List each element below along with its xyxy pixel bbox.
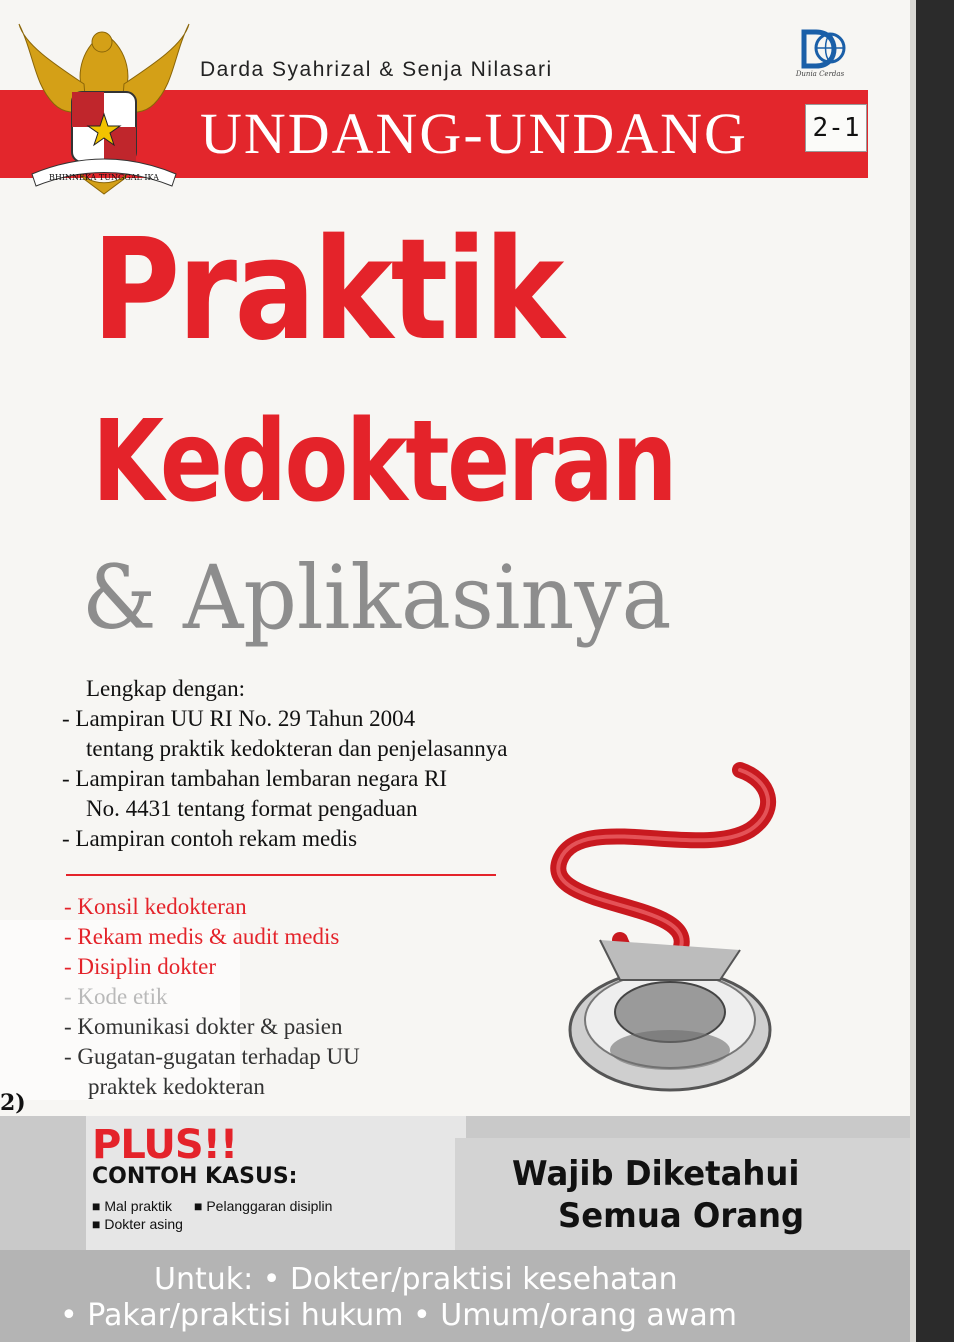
section-divider <box>66 874 496 876</box>
case-item: ■ Mal praktik <box>92 1198 173 1214</box>
case-item: ■ Dokter asing <box>92 1216 183 1232</box>
includes-item-continued: No. 4431 tentang format pengaduan <box>86 796 418 821</box>
audience-line2: • Pakar/praktisi hukum • Umum/orang awam <box>60 1298 737 1333</box>
handwritten-mark: 2-1 <box>812 113 860 143</box>
library-handwritten-tag <box>805 104 867 152</box>
series-title: UNDANG-UNDANG <box>200 101 748 166</box>
book-subtitle: & Aplikasinya <box>82 546 672 649</box>
authors: Darda Syahrizal & Senja Nilasari <box>200 58 553 81</box>
case-examples-title: CONTOH KASUS: <box>92 1164 298 1189</box>
topic-item-continued: praktek kedokteran <box>88 1074 265 1099</box>
topic-item: - Kode etik <box>64 984 168 1009</box>
emblem-motto: BHINNEKA TUNGGAL IKA <box>49 173 159 182</box>
topic-item: - Rekam medis & audit medis <box>64 924 340 949</box>
case-item: ■ Pelanggaran disiplin <box>194 1198 333 1214</box>
topic-item: - Gugatan-gugatan terhadap UU <box>64 1044 360 1069</box>
stethoscope-icon <box>500 750 800 1100</box>
library-label: 2) <box>0 1090 26 1116</box>
topic-item: - Komunikasi dokter & pasien <box>64 1014 343 1039</box>
includes-item: - Lampiran contoh rekam medis <box>62 826 358 851</box>
includes-item: - Lampiran tambahan lembaran negara RI <box>62 766 448 791</box>
tagline-line1: Wajib Diketahui <box>512 1154 800 1194</box>
garuda-emblem-icon <box>14 14 194 204</box>
publisher-name: Dunia Cerdas <box>795 70 845 78</box>
includes-heading: Lengkap dengan: <box>86 676 246 701</box>
topic-item: - Disiplin dokter <box>64 954 217 979</box>
audience-line1: Untuk: • Dokter/praktisi kesehatan <box>154 1262 678 1297</box>
plus-badge: PLUS!! <box>92 1122 238 1168</box>
book-title-line2: Kedokteran <box>92 397 676 527</box>
tagline-line2: Semua Orang <box>558 1196 805 1236</box>
topic-item: - Konsil kedokteran <box>64 894 247 919</box>
book-title-line1: Praktik <box>92 209 562 372</box>
cover-edge <box>916 0 954 1342</box>
includes-item: - Lampiran UU RI No. 29 Tahun 2004 <box>62 706 416 731</box>
includes-item-continued: tentang praktik kedokteran dan penjelasannya <box>86 736 508 761</box>
